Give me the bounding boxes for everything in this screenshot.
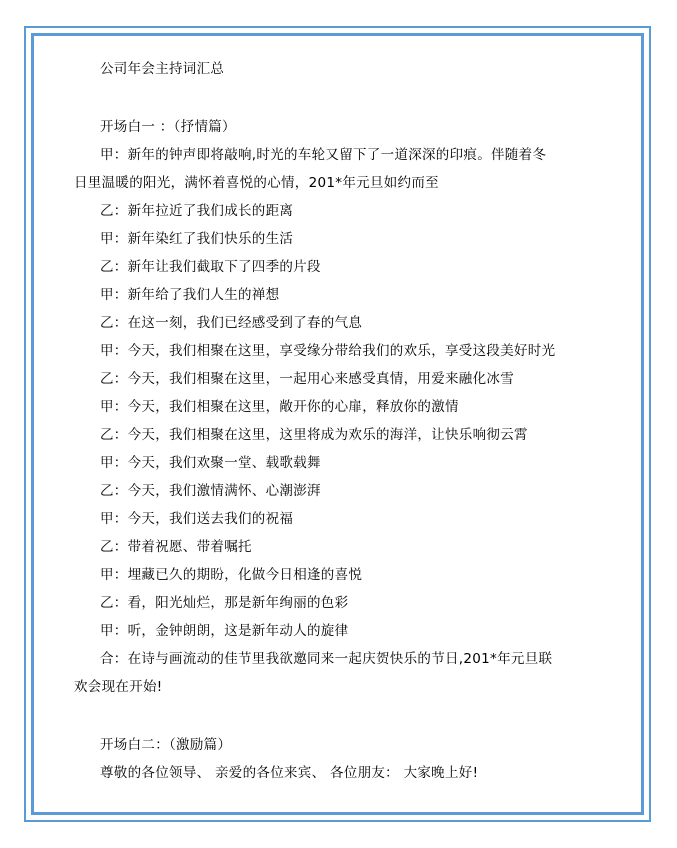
script-line: 乙：看，阳光灿烂，那是新年绚丽的色彩: [100, 595, 349, 611]
script-line: 乙：今天，我们激情满怀、心潮澎湃: [100, 483, 321, 499]
script-line: 乙：今天，我们相聚在这里，这里将成为欢乐的海洋，让快乐响彻云霄: [100, 427, 528, 443]
script-line: 乙：带着祝愿、带着嘱托: [100, 539, 252, 555]
script-line: 甲：今天，我们相聚在这里，敞开你的心扉，释放你的激情: [100, 399, 459, 415]
script-line: 甲：听，金钟朗朗，这是新年动人的旋律: [100, 623, 349, 639]
script-line: 甲：今天，我们欢聚一堂、载歌载舞: [100, 455, 321, 471]
script-line: 乙：今天，我们相聚在这里，一起用心来感受真情，用爱来融化冰雪: [100, 371, 514, 387]
script-line: 欢会现在开始!: [74, 679, 163, 695]
script-line: 甲：新年给了我们人生的禅想: [100, 287, 280, 303]
script-line: 合：在诗与画流动的佳节里我欲邀同来一起庆贺快乐的节日,201*年元旦联: [100, 651, 553, 667]
script-line: 甲：新年染红了我们快乐的生活: [100, 231, 294, 247]
script-line: 甲：埋藏已久的期盼，化做今日相逢的喜悦: [100, 567, 363, 583]
script-line: 乙：新年让我们截取下了四季的片段: [100, 259, 321, 275]
section1-heading: 开场白一 ：（抒情篇）: [100, 119, 236, 135]
script-line: 甲：今天，我们送去我们的祝福: [100, 511, 294, 527]
script-line: 乙：在这一刻，我们已经感受到了春的气息: [100, 315, 363, 331]
script-line: 日里温暖的阳光，满怀着喜悦的心情，201*年元旦如约而至: [74, 175, 439, 191]
script-line: 尊敬的各位领导、 亲爱的各位来宾、 各位朋友： 大家晚上好!: [100, 765, 479, 781]
script-line: 甲：新年的钟声即将敲响,时光的车轮又留下了一道深深的印痕。伴随着冬: [100, 147, 547, 163]
section2-heading: 开场白二：（激励篇）: [100, 737, 232, 753]
script-line: 甲：今天，我们相聚在这里，享受缘分带给我们的欢乐，享受这段美好时光: [100, 343, 556, 359]
script-line: 乙：新年拉近了我们成长的距离: [100, 203, 294, 219]
document-title: 公司年会主持词汇总: [100, 61, 225, 77]
